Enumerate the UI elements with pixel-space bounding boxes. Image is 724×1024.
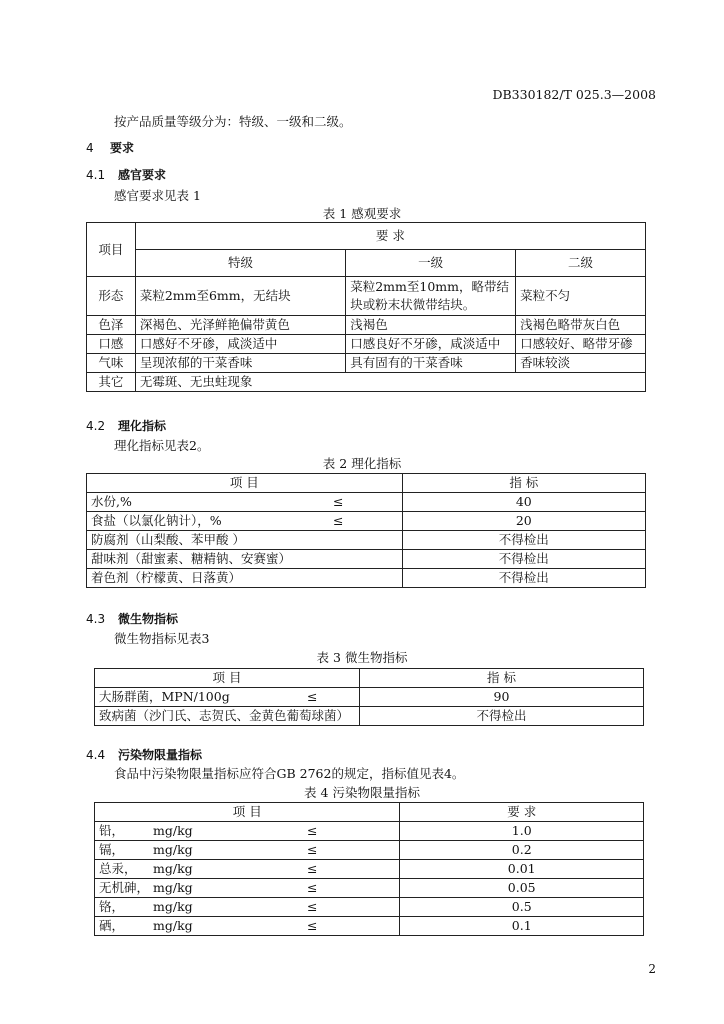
- page-number: 2: [648, 962, 656, 976]
- row-unit: mg/kg: [153, 823, 193, 838]
- section-title: 理化指标: [118, 419, 167, 433]
- table-row: [87, 335, 646, 354]
- operator: ≤: [307, 880, 318, 895]
- row-item: 食盐（以氯化钠计），%: [91, 513, 222, 528]
- row-value: 0.01: [400, 860, 644, 879]
- table-row: [87, 550, 646, 569]
- section-4-heading: [86, 142, 134, 154]
- operator: ≤: [307, 823, 318, 838]
- row-item: 大肠群菌，MPN/100g: [99, 689, 230, 704]
- grade-3-value: 浅褐色略带灰白色: [516, 316, 646, 335]
- row-value: 不得检出: [402, 531, 645, 550]
- table-row: [95, 879, 644, 898]
- grade-2-value: 浅褐色: [346, 316, 516, 335]
- grade-header: 二级: [516, 250, 646, 277]
- table-row: [87, 316, 646, 335]
- table-2: [86, 473, 646, 588]
- row-value: 90: [359, 688, 643, 707]
- row-value: 0.1: [400, 917, 644, 936]
- grade-1-value: 菜粒2mm至6mm，无结块: [135, 277, 345, 316]
- row-value: 20: [402, 512, 645, 531]
- table-header-value: 指 标: [359, 669, 643, 688]
- operator: ≤: [333, 494, 344, 509]
- table-row: [95, 822, 644, 841]
- grade-header: 一级: [346, 250, 516, 277]
- document-id: DB330182/T 025.3—2008: [492, 87, 656, 102]
- row-item: 水份,%: [91, 494, 132, 509]
- table-header-requirement: 要 求: [135, 223, 645, 250]
- row-item: 硒，: [99, 918, 125, 933]
- row-unit: mg/kg: [153, 842, 193, 857]
- section-number: 4.2: [86, 419, 106, 433]
- row-item: 形态: [87, 277, 136, 316]
- section-4-1-heading: [86, 169, 166, 181]
- section-4-2-heading: [86, 420, 166, 432]
- row-item: 铬，: [99, 899, 125, 914]
- row-unit: mg/kg: [153, 918, 193, 933]
- section-4-3-text: 微生物指标见表3: [114, 631, 210, 646]
- table-header-value: 指 标: [402, 474, 645, 493]
- table-header-item: 项 目: [87, 474, 403, 493]
- row-item: 无机砷，: [99, 880, 150, 895]
- row-value: 不得检出: [402, 550, 645, 569]
- row-unit: mg/kg: [153, 899, 193, 914]
- section-4-1-text: 感官要求见表 1: [114, 188, 201, 203]
- row-item: 铅，: [99, 823, 125, 838]
- row-unit: mg/kg: [153, 880, 193, 895]
- row-value: 0.5: [400, 898, 644, 917]
- row-item: 其它: [87, 373, 136, 392]
- section-number: 4.4: [86, 748, 106, 762]
- row-value: 0.05: [400, 879, 644, 898]
- grade-3-value: 口感较好、略带牙碜: [516, 335, 646, 354]
- row-item: 致病菌（沙门氏、志贺氏、金黄色葡萄球菌）: [95, 707, 360, 726]
- grade-2-value: 具有固有的干菜香味: [346, 354, 516, 373]
- table-row: [87, 569, 646, 588]
- table-3: [94, 668, 644, 726]
- row-item: 甜味剂（甜蜜素、糖精钠、安赛蜜）: [87, 550, 403, 569]
- operator: ≤: [307, 918, 318, 933]
- section-4-4-heading: [86, 749, 202, 761]
- table-row: [95, 707, 644, 726]
- table-header-value: 要 求: [400, 803, 644, 822]
- table-1: [86, 222, 646, 392]
- table-row: [95, 841, 644, 860]
- table-row: [95, 917, 644, 936]
- row-unit: mg/kg: [153, 861, 193, 876]
- grade-2-value: 菜粒2mm至10mm，略带结块或粉末状微带结块。: [346, 277, 516, 316]
- section-title: 微生物指标: [118, 612, 179, 626]
- row-value: 不得检出: [402, 569, 645, 588]
- table-3-caption: 表 3 微生物指标: [316, 650, 408, 665]
- table-header-item: 项 目: [95, 803, 400, 822]
- row-value: 1.0: [400, 822, 644, 841]
- table-row: [87, 512, 646, 531]
- row-value: 不得检出: [359, 707, 643, 726]
- section-4-2-text: 理化指标见表2。: [114, 438, 210, 453]
- grade-3-value: 菜粒不匀: [516, 277, 646, 316]
- section-4-3-heading: [86, 613, 178, 625]
- table-row: [87, 373, 646, 392]
- section-4-4-text: 食品中污染物限量指标应符合GB 2762的规定，指标值见表4。: [114, 766, 465, 781]
- section-title: 感官要求: [118, 168, 167, 182]
- section-title: 要求: [110, 141, 135, 155]
- table-4-caption: 表 4 污染物限量指标: [304, 785, 420, 800]
- table-4: [94, 802, 644, 936]
- table-header-item: 项 目: [95, 669, 360, 688]
- grade-1-value: 口感好不牙碜，咸淡适中: [135, 335, 345, 354]
- operator: ≤: [307, 861, 318, 876]
- row-item: 气味: [87, 354, 136, 373]
- grade-1-value: 呈现浓郁的干菜香味: [135, 354, 345, 373]
- section-number: 4: [86, 141, 94, 155]
- grade-1-value: 深褐色、光泽鲜艳偏带黄色: [135, 316, 345, 335]
- row-item: 着色剂（柠檬黄、日落黄）: [87, 569, 403, 588]
- operator: ≤: [307, 899, 318, 914]
- table-row: [87, 277, 646, 316]
- table-row: [87, 354, 646, 373]
- table-row: [95, 688, 644, 707]
- row-item: 防腐剂（山梨酸、苯甲酸 ）: [87, 531, 403, 550]
- row-item: 镉，: [99, 842, 125, 857]
- grade-3-value: 香味较淡: [516, 354, 646, 373]
- row-item: 口感: [87, 335, 136, 354]
- operator: ≤: [307, 689, 318, 704]
- operator: ≤: [333, 513, 344, 528]
- intro-text: 按产品质量等级分为：特级、一级和二级。: [114, 114, 352, 129]
- table-header-item: 项目: [87, 223, 136, 277]
- table-row: [95, 860, 644, 879]
- row-item: 总汞，: [99, 861, 137, 876]
- table-row: [87, 493, 646, 512]
- table-row: [87, 531, 646, 550]
- other-value: 无霉斑、无虫蛀现象: [135, 373, 645, 392]
- operator: ≤: [307, 842, 318, 857]
- table-1-caption: 表 1 感观要求: [322, 206, 402, 221]
- table-row: [95, 898, 644, 917]
- row-value: 0.2: [400, 841, 644, 860]
- grade-header: 特级: [135, 250, 345, 277]
- table-2-caption: 表 2 理化指标: [322, 456, 402, 471]
- grade-2-value: 口感良好不牙碜，咸淡适中: [346, 335, 516, 354]
- row-value: 40: [402, 493, 645, 512]
- section-number: 4.1: [86, 168, 106, 182]
- section-title: 污染物限量指标: [118, 748, 203, 762]
- section-number: 4.3: [86, 612, 106, 626]
- row-item: 色泽: [87, 316, 136, 335]
